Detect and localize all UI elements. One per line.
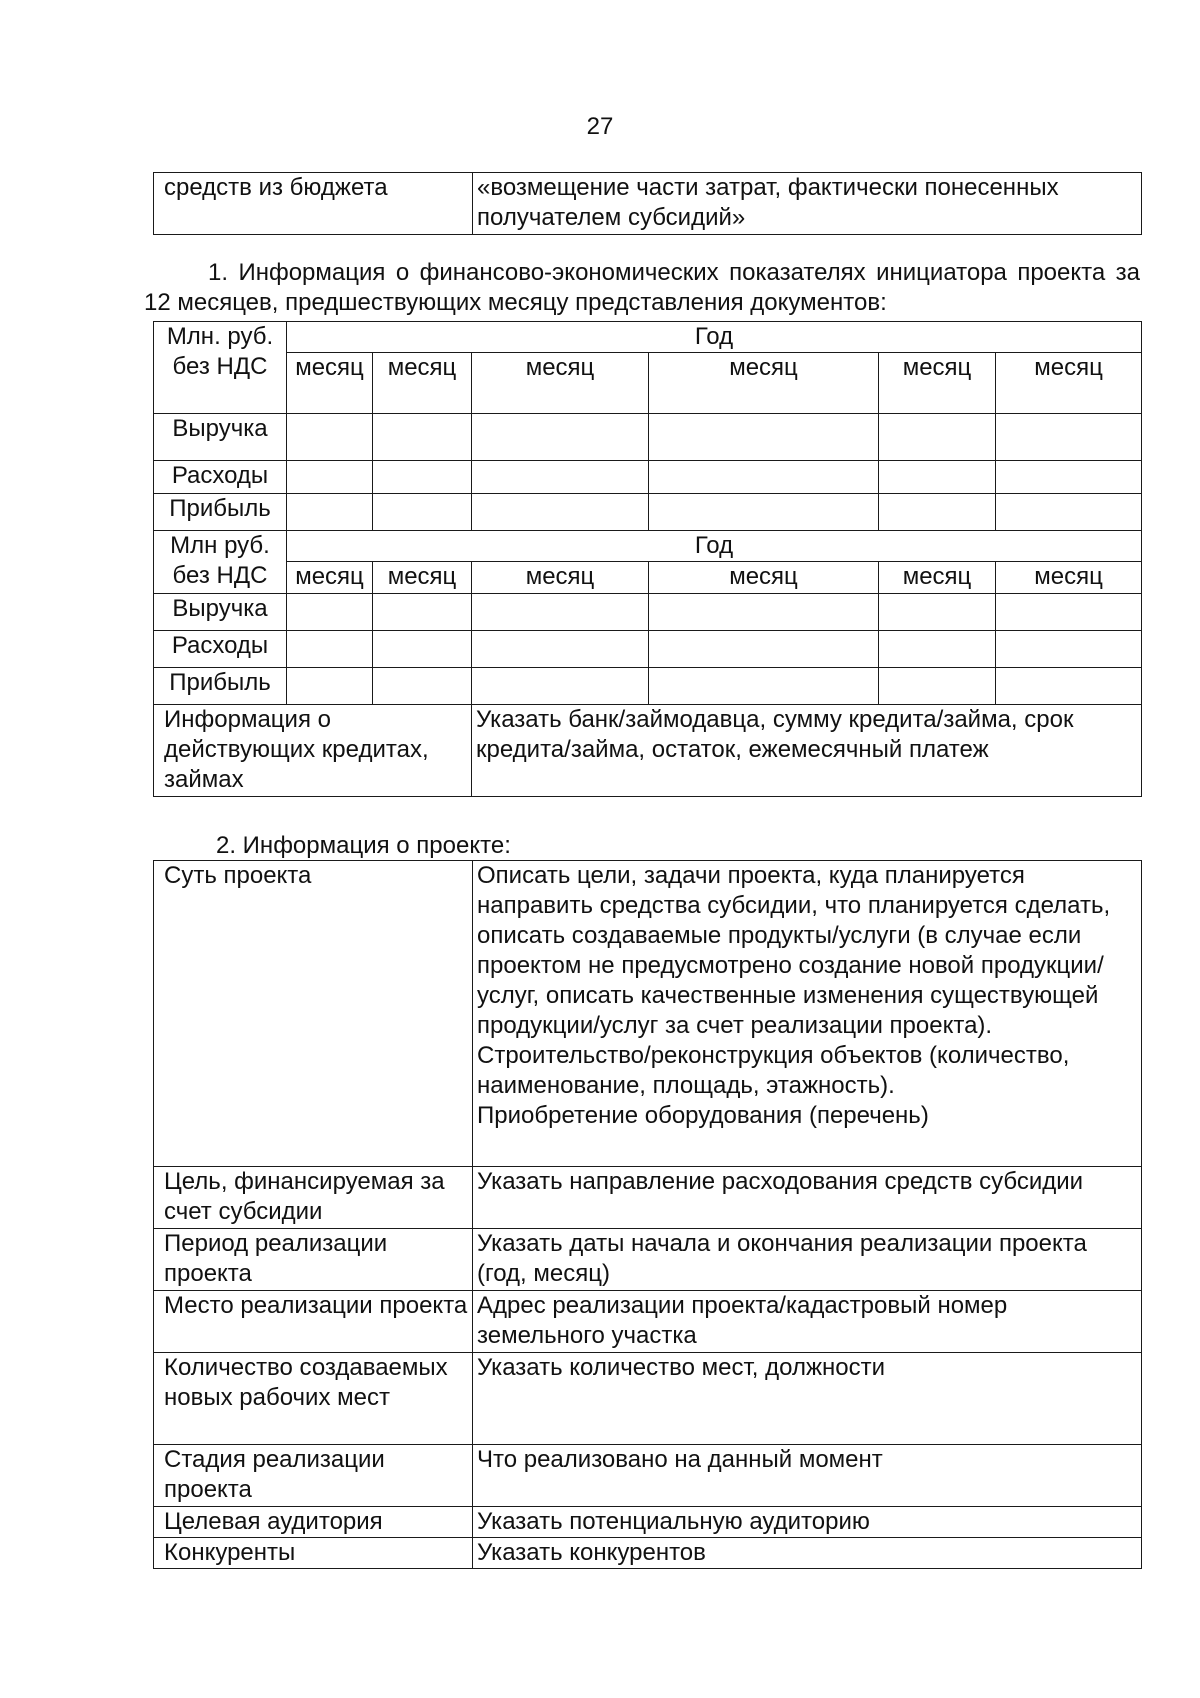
- empty-cell: [996, 594, 1142, 631]
- month-header: месяц: [879, 353, 996, 414]
- table-row: [154, 494, 1142, 531]
- empty-cell: [649, 414, 879, 461]
- empty-cell: [287, 631, 373, 668]
- row-label: Количество создаваемых новых рабочих мест: [154, 1353, 473, 1445]
- empty-cell: [879, 461, 996, 494]
- row-description: Указать конкурентов: [473, 1538, 1142, 1569]
- table-row: [154, 705, 1142, 797]
- project-info-table: [153, 860, 1142, 1569]
- empty-cell: [649, 494, 879, 531]
- table-row: [154, 1445, 1142, 1507]
- row-label: Цель, финансируемая за счет субсидии: [154, 1167, 473, 1229]
- table-row: [154, 1291, 1142, 1353]
- financial-indicators-table: [153, 321, 1142, 797]
- row-label-expenses: Расходы: [154, 461, 287, 494]
- unit-label: Млн. руб. без НДС: [154, 322, 287, 414]
- row-label: Суть проекта: [154, 861, 473, 1167]
- row-label-revenue: Выручка: [154, 414, 287, 461]
- table-row: [154, 594, 1142, 631]
- row-label-expenses: Расходы: [154, 631, 287, 668]
- empty-cell: [287, 414, 373, 461]
- table-row: [154, 1538, 1142, 1569]
- table-row: [154, 322, 1142, 353]
- empty-cell: [472, 594, 649, 631]
- empty-cell: [373, 631, 472, 668]
- table-row: [154, 562, 1142, 594]
- table-row: [154, 1229, 1142, 1291]
- month-header: месяц: [996, 353, 1142, 414]
- empty-cell: [649, 594, 879, 631]
- empty-cell: [472, 668, 649, 705]
- month-header: месяц: [649, 562, 879, 594]
- empty-cell: [879, 668, 996, 705]
- row-description: Указать потенциальную аудиторию: [473, 1507, 1142, 1538]
- row-label: Стадия реализации проекта: [154, 1445, 473, 1507]
- row-description: Описать цели, задачи проекта, куда планируется направить средства субсидии, что планируется сделать, описать создаваемые продукты/услуги (в случае если проектом не предусмотрено создание новой продукции/услуг, описать качественные изменения существующей продукции/услуг за счет реализации проекта). Строительство/реконструкция объектов (количество, наименование, площадь, этажность). Приобретение оборудования (перечень): [473, 861, 1142, 1167]
- month-header: месяц: [287, 353, 373, 414]
- empty-cell: [472, 494, 649, 531]
- row-label-revenue: Выручка: [154, 594, 287, 631]
- credits-label: Информация о действующих кредитах, займах: [154, 705, 472, 797]
- month-header: месяц: [472, 562, 649, 594]
- table-row: [154, 631, 1142, 668]
- row-label: Период реализации проекта: [154, 1229, 473, 1291]
- section-2-heading: 2. Информация о проекте:: [216, 832, 511, 859]
- month-header: месяц: [879, 562, 996, 594]
- month-header: месяц: [373, 353, 472, 414]
- table-row: [154, 173, 1142, 235]
- empty-cell: [472, 631, 649, 668]
- table-cell: средств из бюджета: [154, 173, 473, 235]
- empty-cell: [373, 461, 472, 494]
- empty-cell: [879, 414, 996, 461]
- empty-cell: [996, 461, 1142, 494]
- row-label: Целевая аудитория: [154, 1507, 473, 1538]
- empty-cell: [996, 414, 1142, 461]
- empty-cell: [996, 631, 1142, 668]
- section-1-heading-text: 1. Информация о финансово-экономических показателях инициатора проекта за 12 месяцев, предшествующих месяцу представления документов:: [144, 259, 1140, 316]
- empty-cell: [879, 631, 996, 668]
- year-header: Год: [287, 322, 1142, 353]
- unit-label: Млн руб. без НДС: [154, 531, 287, 594]
- empty-cell: [879, 494, 996, 531]
- year-header: Год: [287, 531, 1142, 562]
- row-description: Указать количество мест, должности: [473, 1353, 1142, 1445]
- empty-cell: [373, 494, 472, 531]
- table-row: [154, 414, 1142, 461]
- page-number: 27: [586, 113, 614, 140]
- row-label-profit: Прибыль: [154, 494, 287, 531]
- month-header: месяц: [649, 353, 879, 414]
- month-header: месяц: [996, 562, 1142, 594]
- table-row: [154, 1353, 1142, 1445]
- table-row: [154, 1507, 1142, 1538]
- month-header: месяц: [472, 353, 649, 414]
- empty-cell: [287, 668, 373, 705]
- table-row: [154, 1167, 1142, 1229]
- row-label-profit: Прибыль: [154, 668, 287, 705]
- empty-cell: [287, 594, 373, 631]
- table-row: [154, 668, 1142, 705]
- table-row: [154, 461, 1142, 494]
- row-description: Адрес реализации проекта/кадастровый номер земельного участка: [473, 1291, 1142, 1353]
- empty-cell: [649, 631, 879, 668]
- empty-cell: [879, 594, 996, 631]
- empty-cell: [996, 494, 1142, 531]
- row-label: Место реализации проекта: [154, 1291, 473, 1353]
- table-row: [154, 353, 1142, 414]
- empty-cell: [373, 668, 472, 705]
- empty-cell: [649, 668, 879, 705]
- empty-cell: [649, 461, 879, 494]
- section-1-heading: [144, 258, 1140, 318]
- month-header: месяц: [287, 562, 373, 594]
- row-description: Указать направление расходования средств субсидии: [473, 1167, 1142, 1229]
- month-header: месяц: [373, 562, 472, 594]
- table-cell: «возмещение части затрат, фактически понесенных получателем субсидий»: [473, 173, 1142, 235]
- empty-cell: [373, 594, 472, 631]
- empty-cell: [287, 461, 373, 494]
- empty-cell: [996, 668, 1142, 705]
- credits-description: Указать банк/займодавца, сумму кредита/займа, срок кредита/займа, остаток, ежемесячный платеж: [472, 705, 1142, 797]
- table-row: [154, 531, 1142, 562]
- empty-cell: [373, 414, 472, 461]
- empty-cell: [472, 461, 649, 494]
- row-label: Конкуренты: [154, 1538, 473, 1569]
- continuation-table: [153, 172, 1142, 235]
- empty-cell: [287, 494, 373, 531]
- empty-cell: [472, 414, 649, 461]
- table-row: [154, 861, 1142, 1167]
- row-description: Что реализовано на данный момент: [473, 1445, 1142, 1507]
- row-description: Указать даты начала и окончания реализации проекта (год, месяц): [473, 1229, 1142, 1291]
